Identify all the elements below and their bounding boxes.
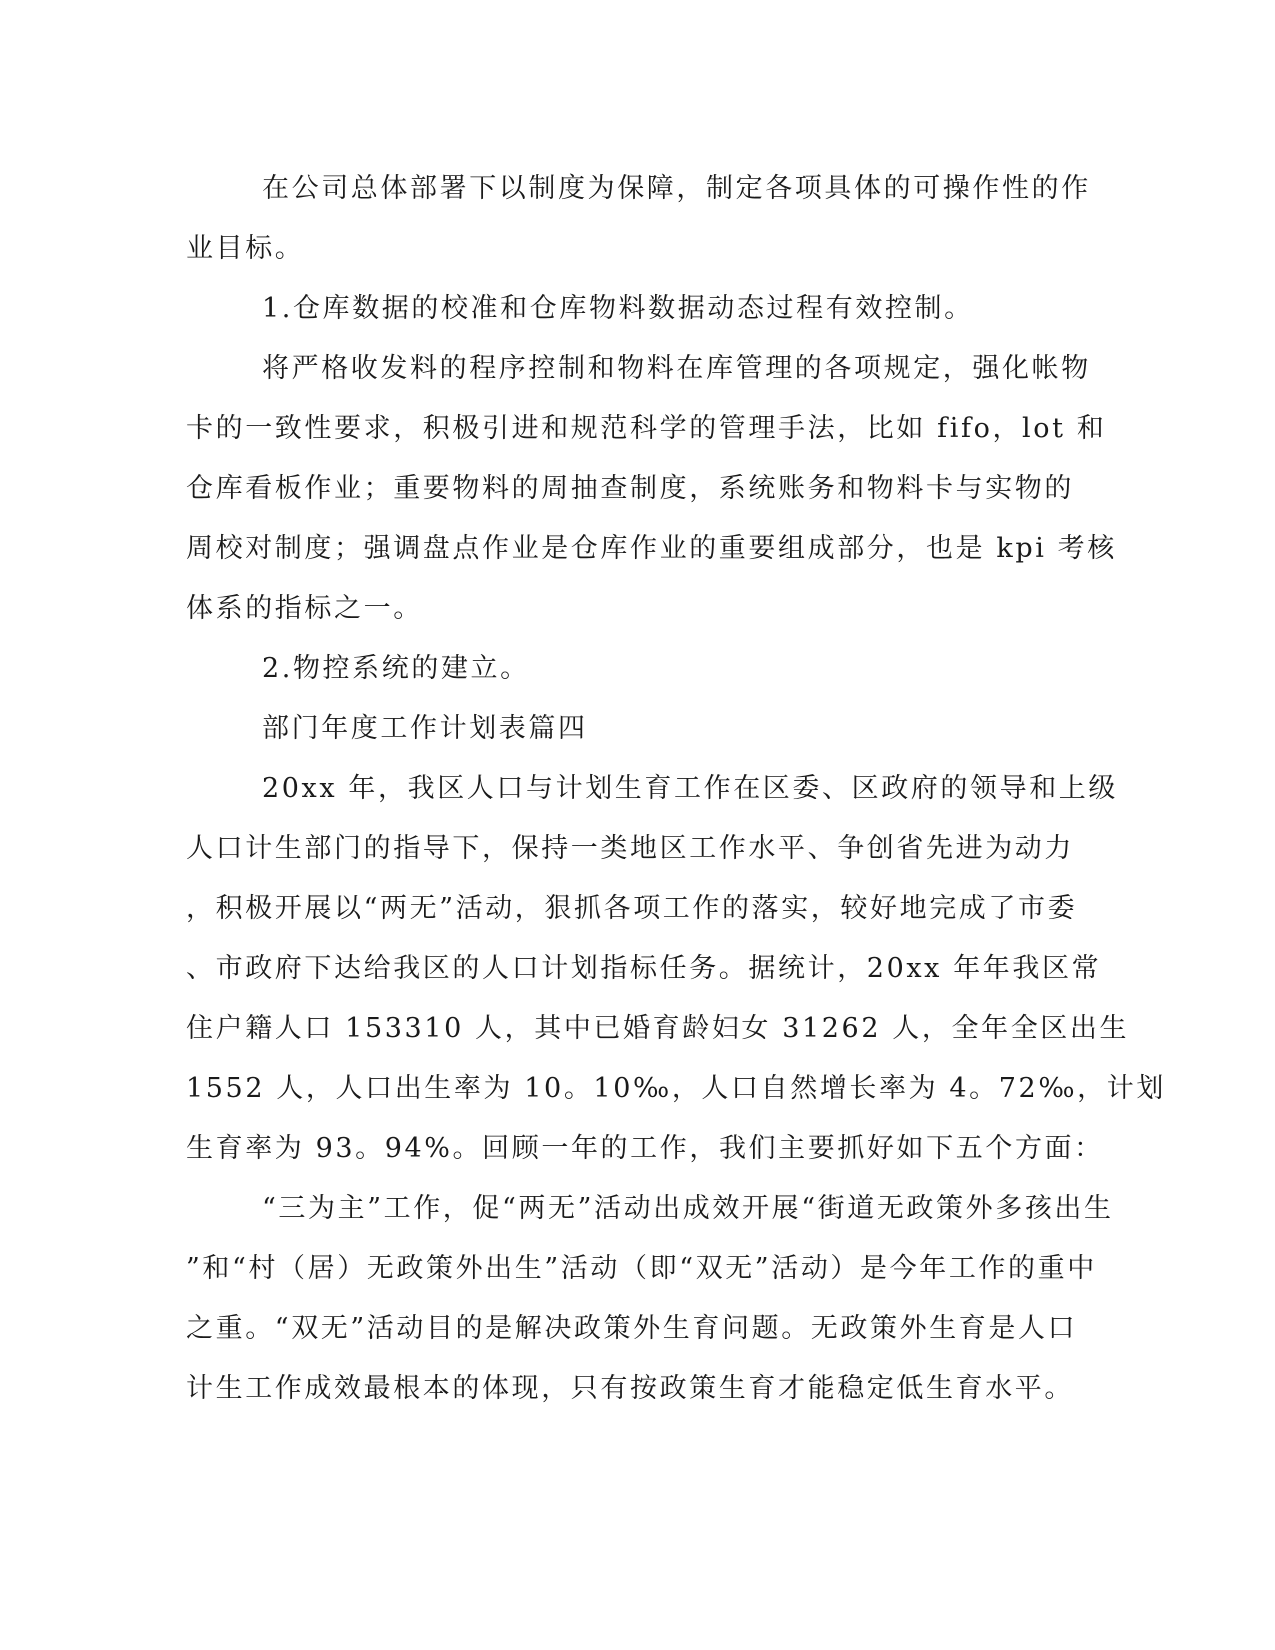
paragraph-line: 住户籍人口 153310 人，其中已婚育龄妇女 31262 人，全年全区出生 xyxy=(186,1013,1130,1044)
paragraph-line: 业目标。 xyxy=(186,233,305,264)
paragraph-line: 生育率为 93。94%。回顾一年的工作，我们主要抓好如下五个方面： xyxy=(186,1133,1104,1164)
paragraph-line: ，积极开展以“两无”活动，狠抓各项工作的落实，较好地完成了市委 xyxy=(186,893,1078,924)
paragraph-line: 、市政府下达给我区的人口计划指标任务。据统计，20xx 年年我区常 xyxy=(186,953,1102,984)
paragraph-line: 20xx 年，我区人口与计划生育工作在区委、区政府的领导和上级 xyxy=(262,773,1118,804)
paragraph-line: “三为主”工作，促“两无”活动出成效开展“街道无政策外多孩出生 xyxy=(262,1193,1114,1224)
paragraph-line: 周校对制度；强调盘点作业是仓库作业的重要组成部分，也是 kpi 考核 xyxy=(186,533,1117,564)
paragraph-line: 1552 人，人口出生率为 10。10‰，人口自然增长率为 4。72‰，计划 xyxy=(186,1073,1166,1104)
paragraph-line: 在公司总体部署下以制度为保障，制定各项具体的可操作性的作 xyxy=(262,173,1091,204)
section-heading: 部门年度工作计划表篇四 xyxy=(262,713,588,744)
paragraph-line: 卡的一致性要求，积极引进和规范科学的管理手法，比如 fifo，lot 和 xyxy=(186,413,1107,444)
paragraph-line: 之重。“双无”活动目的是解决政策外生育问题。无政策外生育是人口 xyxy=(186,1313,1078,1344)
paragraph-line: ”和“村（居）无政策外出生”活动（即“双无”活动）是今年工作的重中 xyxy=(186,1253,1097,1284)
numbered-item-line: 1.仓库数据的校准和仓库物料数据动态过程有效控制。 xyxy=(262,293,974,324)
numbered-item-line: 2.物控系统的建立。 xyxy=(262,653,530,684)
paragraph-line: 将严格收发料的程序控制和物料在库管理的各项规定，强化帐物 xyxy=(262,353,1091,384)
paragraph-line: 人口计生部门的指导下，保持一类地区工作水平、争创省先进为动力 xyxy=(186,833,1074,864)
paragraph-line: 仓库看板作业；重要物料的周抽查制度，系统账务和物料卡与实物的 xyxy=(186,473,1074,504)
paragraph-line: 体系的指标之一。 xyxy=(186,593,423,624)
document-body xyxy=(186,159,1166,1419)
paragraph-line: 计生工作成效最根本的体现，只有按政策生育才能稳定低生育水平。 xyxy=(186,1373,1074,1404)
